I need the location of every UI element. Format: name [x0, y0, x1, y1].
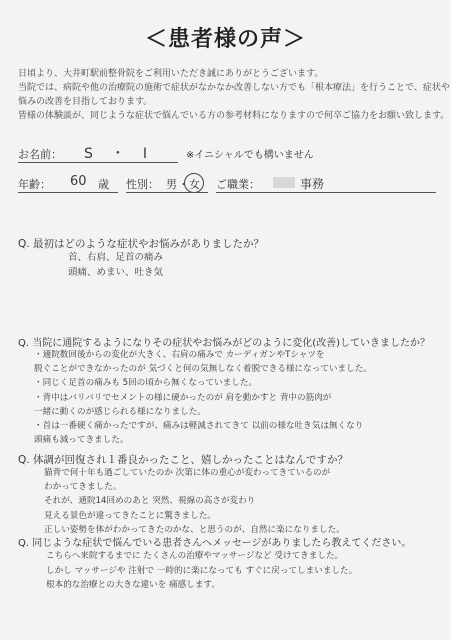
job-underline [216, 192, 436, 193]
answer-line: こちらへ来院するまでに たくさんの治療やマッサージなど 受けてきました。 [46, 551, 344, 561]
name-note: ※イニシャルでも構いません [186, 150, 314, 161]
intro-line: 日頃より、大井町駅前整骨院をご利用いただき誠にありがとうございます。 [18, 69, 324, 79]
answer-line: わかってきました。 [44, 482, 122, 493]
intro-line: 当院では、病院や他の治療院の施術で症状がなかなか改善しない方でも「根本療法」を行うことで、症状や [18, 83, 450, 93]
age-unit: 歳 [98, 178, 109, 191]
age-underline [18, 192, 118, 193]
answer-line: ・適院数回後からの変化が大きく、右肩の痛みで カーディガンやTシャツを [34, 350, 325, 360]
answer-line: 首、右肩、足首の痛み [68, 252, 164, 263]
question-3: Q. 体調が回復され１番良かったこと、嬉しかったことはなんですか？ [18, 454, 348, 466]
sex-male: 男 [166, 178, 177, 191]
intro-line: 皆様の体験談が、同じような症状で悩んでいる方の参考材料になりますので何卒ご協力をお願い致します。 [18, 111, 450, 121]
age-value: 60 [70, 174, 87, 189]
redaction-mark [273, 177, 295, 188]
answer-line: 根本的な治療との大きな違いを 痛感します。 [46, 580, 220, 590]
intro-text [18, 67, 450, 123]
name-value: S・I [84, 146, 166, 162]
question-2: Q. 当院に通院するようになりその症状やお悩みがどのように変化(改善)していきましたか？ [18, 338, 431, 349]
name-row [18, 146, 436, 166]
sex-selected-circle [184, 173, 204, 193]
answer-1 [68, 250, 163, 280]
answer-line: 脱ぐことができなかったのが 気づくと何の気無しなく着脱できる様になっていました。 [34, 364, 372, 375]
job-value: 事務 [300, 177, 325, 191]
profile-row [18, 176, 436, 196]
answer-3 [44, 466, 345, 537]
answer-line: 頭痛も減ってきました。 [34, 435, 129, 446]
name-underline [18, 162, 178, 163]
sex-underline [126, 192, 208, 193]
sex-female: 女 [189, 178, 200, 191]
answer-line: しかし マッサージや 注射で 一時的に楽になっても すぐに戻ってしまいました。 [46, 565, 358, 576]
question-1: Q. 最初はどのような症状やお悩みがありましたか？ [18, 238, 264, 250]
answer-line: 見える景色が違ってきたことに驚きました。 [44, 510, 216, 521]
answer-line: ・首は一番硬く痛かったですが、痛みは軽減されてきて 以前の様な吐き気は無くなり [34, 421, 364, 432]
answer-line: ・同じく足首の痛みも 5回の頃から無くなっていました。 [34, 378, 258, 389]
question-4: Q. 同じような症状で悩んでいる患者さんへメッセージがありましたら教えてください。 [18, 538, 412, 549]
answer-4 [46, 549, 357, 593]
answer-line: 正しい姿勢を体がわかってきたのかな、と思うのが、自然に楽になりました。 [44, 524, 345, 535]
age-label: 年齢： [18, 178, 51, 191]
name-label: お名前： [18, 148, 62, 161]
page-title: ＜患者様の声＞ [144, 27, 306, 52]
answer-line: ・背中はバリバリでセメントの様に硬かったのが 肩を動かすと 背中の筋肉が [34, 392, 332, 403]
answer-line: 頭痛、めまい、吐き気 [68, 267, 164, 278]
job-label: ご職業： [216, 178, 260, 191]
sex-label: 性別： [126, 178, 159, 191]
sex-separator: ・ [178, 178, 189, 191]
answer-2 [34, 348, 372, 447]
answer-line: 一緒に動くのが感じられる様になりました。 [34, 406, 206, 417]
intro-line: 悩みの改善を目指しております。 [18, 97, 153, 107]
answer-line: 猫背で何十年も過ごしていたのか 次第に体の重心が変わってきているのが [44, 468, 331, 478]
answer-line: それが、通院14回めのあと 突然、視線の高さが変わり [44, 496, 256, 507]
